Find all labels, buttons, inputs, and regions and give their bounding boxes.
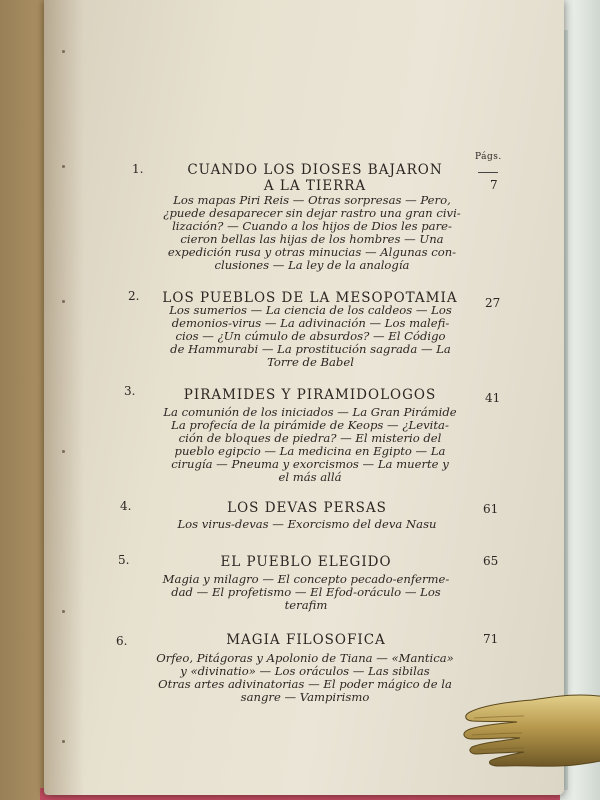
summary-line: expedición rusa y otras minucias — Algunas con-	[167, 245, 457, 259]
summary-line: cirugía — Pneuma y exorcismos — La muerte y	[171, 457, 449, 471]
summary-line: Otras artes adivinatorias — El poder mágico de la	[158, 677, 452, 691]
entry-title-line: LOS PUEBLOS DE LA MESOPOTAMIA	[162, 290, 458, 306]
summary-line: y «divinatio» — Los oráculos — Las sibilas	[180, 664, 430, 678]
entry-page: 27	[485, 296, 501, 310]
summary-line: Los virus-devas — Exorcismo del deva Nasu	[177, 517, 437, 531]
entry-page: 71	[483, 632, 499, 646]
entry-title-line: PIRAMIDES Y PIRAMIDOLOGOS	[183, 387, 437, 403]
summary-line: pueblo egipcio — La medicina en Egipto — La	[174, 444, 446, 458]
entry-page: 65	[483, 554, 499, 568]
summary-line: demonios-virus — La adivinación — Los malefi-	[171, 316, 450, 330]
pages-column-header: Págs.	[475, 152, 502, 162]
summary-line: Los sumerios — La ciencia de los caldeos — Los	[169, 303, 452, 317]
summary-line: terafim	[284, 598, 328, 612]
summary-line: sangre — Vampirismo	[240, 690, 370, 704]
entry-page: 61	[483, 502, 499, 516]
entry-title-line: LOS DEVAS PERSAS	[227, 500, 387, 516]
summary-line: Los mapas Piri Reis — Otras sorpresas — Pero,	[173, 193, 451, 207]
summary-line: ción de bloques de piedra? — El misterio del	[178, 431, 442, 445]
summary-line: ¿puede desaparecer sin dejar rastro una gran civi-	[163, 206, 461, 220]
header-rule	[478, 172, 498, 173]
summary-line: Torre de Babel	[267, 355, 354, 369]
entry-number: 6.	[116, 634, 128, 648]
summary-line: Magia y milagro — El concepto pecado-enfermе-	[162, 572, 450, 586]
summary-line: cieron bellas las hijas de los hombres — Una	[180, 232, 444, 246]
entry-title-line: A LA TIERRA	[263, 178, 367, 194]
summary-line: lización? — Cuando a los hijos de Dios les pare-	[172, 219, 452, 233]
summary-line: dad — El profetismo — El Efod-oráculo — Los	[171, 585, 441, 599]
summary-line: La comunión de los iniciados — La Gran Pirámide	[163, 405, 457, 419]
entry-number: 1.	[132, 162, 144, 176]
entry-number: 2.	[128, 289, 140, 303]
summary-line: La profecía de la pirámide de Keops — ¿Levita-	[171, 418, 449, 432]
summary-line: clusiones — La ley de la analogía	[214, 258, 410, 272]
entry-number: 3.	[124, 384, 136, 398]
entry-page: 41	[485, 391, 501, 405]
entry-title-line: EL PUEBLO ELEGIDO	[220, 554, 392, 570]
entry-title-line: CUANDO LOS DIOSES BAJARON	[187, 162, 443, 178]
entry-number: 5.	[118, 553, 130, 567]
summary-line: Orfeo, Pitágoras y Apolonio de Tiana — «Mantica»	[156, 651, 454, 665]
entry-title-line: MAGIA FILOSOFICA	[226, 632, 386, 648]
summary-line: de Hammurabi — La prostitución sagrada — La	[170, 342, 451, 356]
summary-line: el más allá	[278, 470, 342, 484]
entry-page: 7	[490, 178, 498, 192]
summary-line: cios — ¿Un cúmulo de absurdos? — El Código	[175, 329, 446, 343]
entry-number: 4.	[120, 499, 132, 513]
brass-hand-bookmark	[462, 690, 600, 770]
